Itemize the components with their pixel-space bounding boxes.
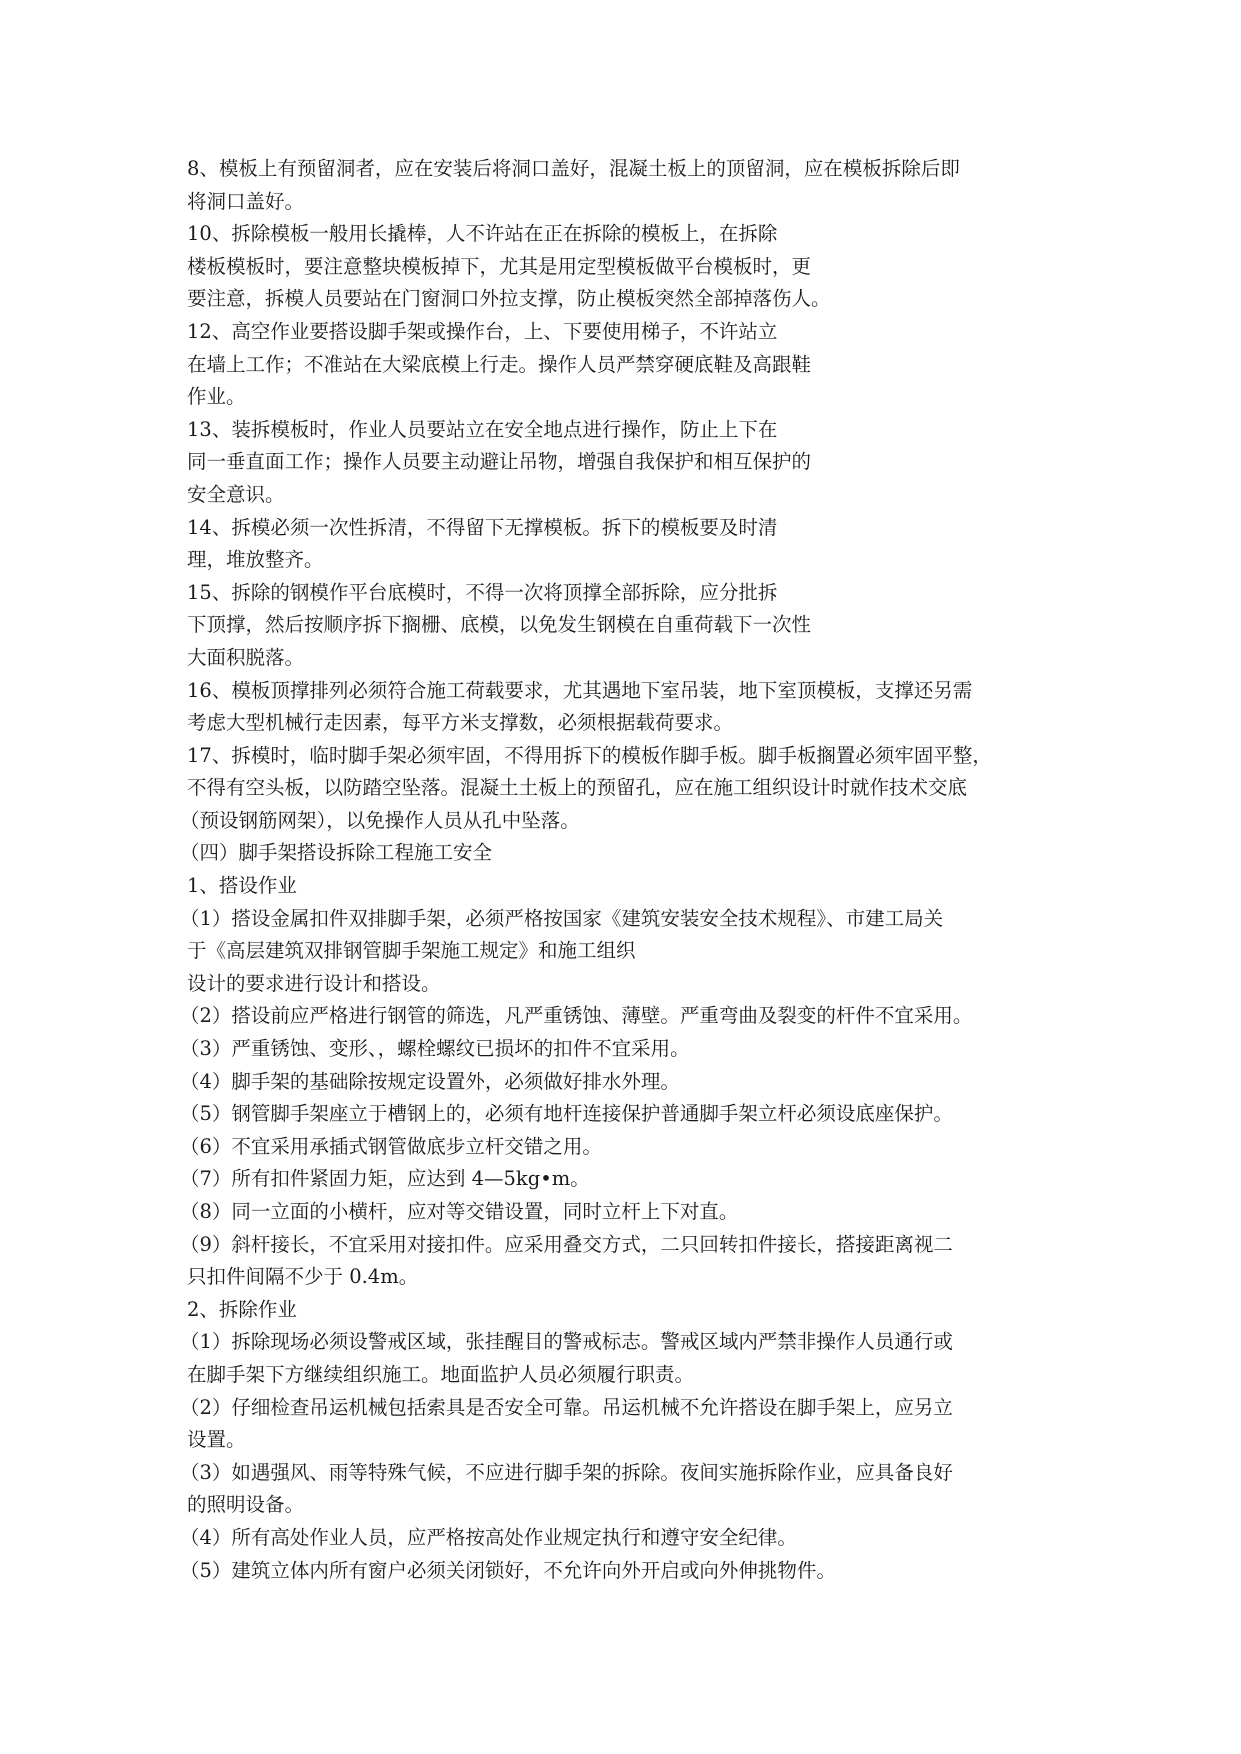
text-line: （5）钢管脚手架座立于槽钢上的，必须有地杆连接保护普通脚手架立杆必须设底座保护。 bbox=[180, 1102, 953, 1126]
text-line: （3）严重锈蚀、变形、，螺栓螺纹已损坏的扣件不宜采用。 bbox=[180, 1037, 690, 1061]
text-line: 设置。 bbox=[187, 1428, 246, 1452]
text-line: （4）脚手架的基础除按规定设置外，必须做好排水外理。 bbox=[180, 1069, 680, 1093]
text-line: （7）所有扣件紧固力矩，应达到 4—5kg•m。 bbox=[180, 1167, 590, 1191]
text-line: 12、高空作业要搭设脚手架或操作台，上、下要使用梯子，不许站立 bbox=[187, 319, 778, 343]
text-line: （1）搭设金属扣件双排脚手架，必须严格按国家《建筑安装安全技术规程》、市建工局关 bbox=[180, 906, 944, 930]
text-line: 设计的要求进行设计和搭设。 bbox=[187, 971, 441, 995]
text-line: 作业。 bbox=[187, 385, 246, 409]
text-line: 下顶撑，然后按顺序拆下搁栅、底模，以免发生钢模在自重荷载下一次性 bbox=[187, 613, 812, 637]
text-line: 1、搭设作业 bbox=[187, 874, 297, 898]
text-line: 在脚手架下方继续组织施工。地面监护人员必须履行职责。 bbox=[187, 1362, 695, 1386]
text-line: （9）斜杆接长，不宜采用对接扣件。应采用叠交方式，二只回转扣件接长，搭接距离视二 bbox=[180, 1232, 953, 1256]
text-line: （8）同一立面的小横杆，应对等交错设置，同时立杆上下对直。 bbox=[180, 1200, 739, 1223]
text-line: （1）拆除现场必须设警戒区域，张挂醒目的警戒标志。警戒区域内严禁非操作人员通行或 bbox=[180, 1330, 953, 1354]
text-line: 要注意，拆模人员要站在门窗洞口外拉支撑，防止模板突然全部掉落伤人。 bbox=[187, 287, 831, 311]
text-line: 安全意识。 bbox=[187, 482, 285, 506]
text-line: 考虑大型机械行走因素，每平方米支撑数，必须根据载荷要求。 bbox=[187, 711, 734, 735]
text-line: 将洞口盖好。 bbox=[187, 189, 305, 213]
text-line: （预设钢筋网架），以免操作人员从孔中坠落。 bbox=[180, 808, 580, 832]
text-line: 的照明设备。 bbox=[187, 1493, 305, 1517]
text-line: （2）仔细检查吊运机械包括索具是否安全可靠。吊运机械不允许搭设在脚手架上，应另立 bbox=[180, 1395, 953, 1419]
text-line: 在墙上工作；不准站在大梁底模上行走。操作人员严禁穿硬底鞋及高跟鞋 bbox=[187, 352, 812, 376]
text-line: （四）脚手架搭设拆除工程施工安全 bbox=[180, 841, 493, 865]
text-line: 15、拆除的钢模作平台底模时，不得一次将顶撑全部拆除，应分批拆 bbox=[187, 580, 778, 604]
text-line: 14、拆模必须一次性拆清，不得留下无撑模板。拆下的模板要及时清 bbox=[187, 515, 778, 539]
text-line: 只扣件间隔不少于 0.4m。 bbox=[187, 1265, 419, 1289]
text-line: 8、模板上有预留洞者，应在安装后将洞口盖好，混凝土板上的顶留洞，应在模板拆除后即 bbox=[187, 157, 960, 180]
text-line: 不得有空头板，以防踏空坠落。混凝土土板上的预留孔，应在施工组织设计时就作技术交底 bbox=[187, 776, 968, 800]
text-line: 16、模板顶撑排列必须符合施工荷载要求，尤其遇地下室吊装，地下室顶模板，支撑还另需 bbox=[187, 678, 973, 702]
text-line: （6）不宜采用承插式钢管做底步立杆交错之用。 bbox=[180, 1134, 602, 1158]
document-body bbox=[180, 153, 1067, 1587]
text-line: 13、装拆模板时，作业人员要站立在安全地点进行操作，防止上下在 bbox=[187, 417, 778, 441]
text-line: （5）建筑立体内所有窗户必须关闭锁好，不允许向外开启或向外伸挑物件。 bbox=[180, 1558, 836, 1582]
text-line: （2）搭设前应严格进行钢管的筛选，凡严重锈蚀、薄壁。严重弯曲及裂变的杆件不宜采用。 bbox=[180, 1004, 973, 1028]
text-line: （3）如遇强风、雨等特殊气候，不应进行脚手架的拆除。夜间实施拆除作业，应具备良好 bbox=[180, 1460, 953, 1484]
text-line: 10、拆除模板一般用长撬棒，人不许站在正在拆除的模板上，在拆除 bbox=[187, 222, 778, 246]
text-line: 大面积脱落。 bbox=[187, 645, 305, 669]
text-line: 楼板模板时，要注意整块模板掉下，尤其是用定型模板做平台模板时，更 bbox=[187, 254, 812, 278]
text-line: 理，堆放整齐。 bbox=[187, 548, 324, 572]
text-line: 同一垂直面工作；操作人员要主动避让吊物，增强自我保护和相互保护的 bbox=[187, 450, 812, 474]
text-line: 于《高层建筑双排钢管脚手架施工规定》和施工组织 bbox=[187, 939, 636, 963]
text-line: 17、拆模时，临时脚手架必须牢固，不得用拆下的模板作脚手板。脚手板搁置必须牢固平整， bbox=[187, 743, 992, 767]
text-line: （4）所有高处作业人员，应严格按高处作业规定执行和遵守安全纪律。 bbox=[180, 1525, 797, 1549]
text-line: 2、拆除作业 bbox=[187, 1297, 297, 1321]
